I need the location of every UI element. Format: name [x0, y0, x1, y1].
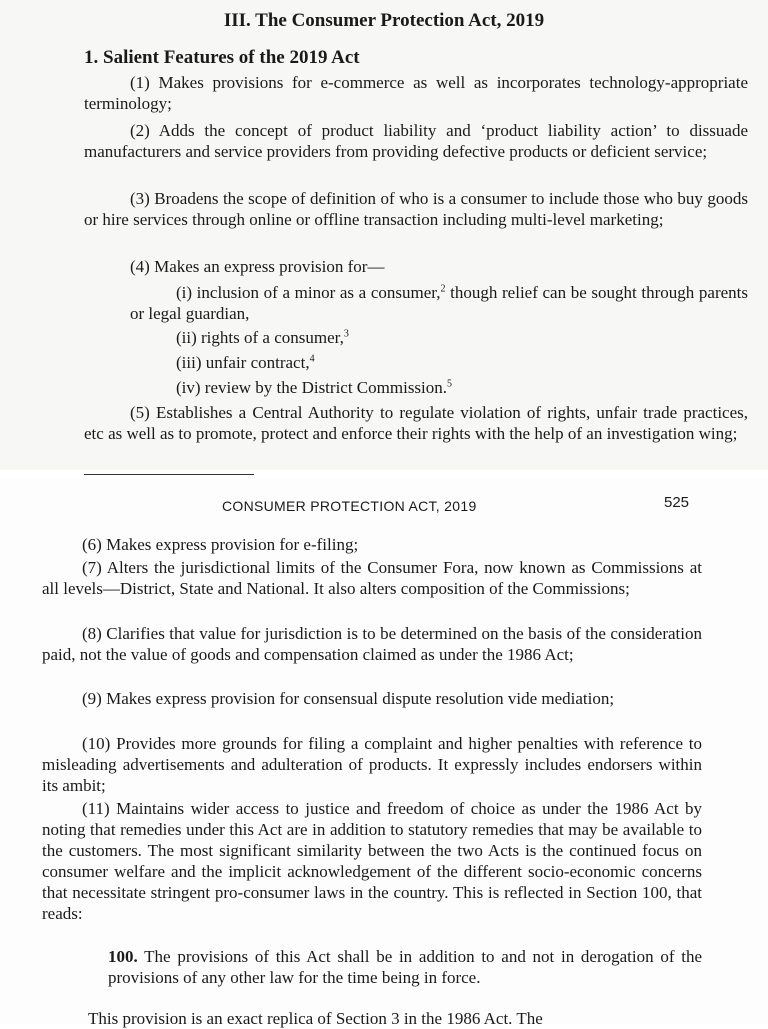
feature-item-5: (5) Establishes a Central Authority to regulate violation of rights, unfair trade practices, etc as well as to promote, protect and enforce their rights with the help of an investigation wing; [84, 403, 748, 443]
feature-item-8: (8) Clarifies that value for jurisdiction is to be determined on the basis of the consideration paid, not the value of goods and compensation claimed as under the 1986 Act; [42, 624, 702, 664]
feature-item-2: (2) Adds the concept of product liability and ‘product liability action’ to dissuade manufacturers and service providers from providing defective products or deficient service; [84, 121, 748, 161]
feature-item-6: (6) Makes express provision for e-filing; [82, 535, 359, 554]
sub-item-i-tail: though relief can be sought through parents or legal guardian, [130, 283, 748, 323]
sub-item-i-text: (i) inclusion of a minor as a consumer, [176, 283, 441, 302]
feature-item-1: (1) Makes provisions for e-commerce as well as incorporates technology-appropriate terminology; [84, 73, 748, 113]
feature-item-10: (10) Provides more grounds for filing a complaint and higher penalties with reference to misleading advertisements and adulteration of products. It expressly includes endorsers within its ambit; [42, 734, 702, 795]
feature-item-7: (7) Alters the jurisdictional limits of the Consumer Fora, now known as Commissions at all levels—District, State and National. It also alters composition of the Commissions; [42, 558, 702, 598]
feature-item-4: (4) Makes an express provision for— [130, 257, 385, 276]
feature-item-9: (9) Makes express provision for consensual dispute resolution vide mediation; [82, 689, 615, 708]
section-title: III. The Consumer Protection Act, 2019 [223, 10, 545, 31]
section-100-quote [108, 946, 702, 988]
section-number: 100. [108, 947, 138, 966]
salient-features-heading: 1. Salient Features of the 2019 Act [84, 47, 360, 68]
sub-item-ii-text: (ii) rights of a consumer, [176, 328, 344, 347]
continuation-line: This provision is an exact replica of Section 3 in the 1986 Act. The [88, 1009, 543, 1028]
sub-item-iii [176, 352, 736, 373]
sub-item-ii [176, 327, 736, 348]
running-head: CONSUMER PROTECTION ACT, 2019 [222, 498, 477, 514]
sub-item-i [130, 282, 748, 324]
footnote-ref-4: 4 [309, 353, 315, 365]
quote-text: The provisions of this Act shall be in addition to and not in derogation of the provisions of any other law for the time being in force. [108, 947, 702, 987]
sub-item-iv-text: (iv) review by the District Commission. [176, 378, 448, 397]
feature-item-11: (11) Maintains wider access to justice and freedom of choice as under the 1986 Act by noting that remedies under this Act are in addition to statutory remedies that may be available to the customers. The most significant similarity between the two Acts is the continued focus on consumer welfare and the implicit acknowledgement of the different socio-economic concerns that necessitate stringent pro-consumer laws in the country. This is reflected in Section 100, that reads: [42, 799, 702, 923]
upper-page [0, 0, 768, 470]
page-number: 525 [664, 494, 690, 511]
footnote-ref-5: 5 [447, 378, 453, 390]
feature-item-3: (3) Broadens the scope of definition of who is a consumer to include those who buy goods or hire services through online or offline transaction including multi-level marketing; [84, 189, 748, 229]
footnote-ref-3: 3 [343, 328, 349, 340]
sub-item-iv [176, 377, 736, 398]
footnote-ref-2: 2 [440, 283, 446, 295]
sub-item-iii-text: (iii) unfair contract, [176, 353, 310, 372]
footnote-rule [84, 474, 254, 475]
